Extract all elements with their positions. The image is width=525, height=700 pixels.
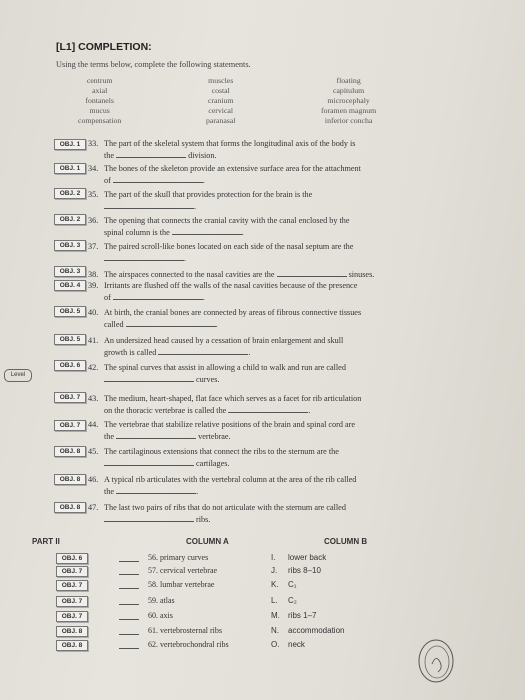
- answer-blank[interactable]: [116, 485, 199, 496]
- question-text-end: .: [194, 202, 197, 211]
- question-text: The medium, heart-shaped, flat face which serves as a facet for rib articulation: [104, 394, 362, 403]
- word-bank-term: floating: [336, 76, 361, 85]
- question-37: [88, 242, 446, 264]
- answer-blank[interactable]: [113, 174, 203, 183]
- question-text-cont: of: [104, 293, 111, 302]
- question-44: [88, 420, 446, 442]
- question-text-end: .: [202, 176, 205, 185]
- item-number: 56.: [148, 553, 158, 562]
- answer-blank[interactable]: [277, 268, 347, 277]
- question-number: 47.: [88, 503, 99, 512]
- question-text-end: .: [241, 228, 244, 237]
- question-text: The paired scroll-like bones located on each side of the nasal septum are the: [104, 242, 354, 251]
- answer-blank[interactable]: [104, 457, 194, 466]
- question-number: 34.: [88, 164, 99, 173]
- question-text-end: .: [215, 320, 218, 329]
- column-b-term: ribs 8–10: [288, 566, 321, 575]
- item-number: 60.: [148, 611, 158, 620]
- answer-blank[interactable]: [116, 149, 186, 158]
- question-46: [88, 475, 446, 497]
- question-number: 42.: [88, 363, 99, 372]
- question-text-end: cartilages.: [196, 459, 230, 468]
- answer-blank[interactable]: [119, 588, 139, 589]
- objective-tag: OBJ. 5: [54, 306, 86, 317]
- column-b-term: lower back: [288, 553, 327, 562]
- item-number: 61.: [148, 626, 158, 635]
- question-number: 37.: [88, 242, 99, 251]
- word-bank-term: mucus: [89, 106, 110, 115]
- word-bank-term: foramen magnum: [321, 106, 377, 115]
- question-text-cont: of: [104, 176, 111, 185]
- column-b-heading: COLUMN B: [324, 537, 368, 546]
- word-bank-term: compensation: [78, 116, 122, 125]
- question-43: [88, 394, 446, 416]
- word-bank-term: cervical: [208, 106, 234, 115]
- word-bank-column-1: [78, 76, 121, 126]
- column-a-heading: COLUMN A: [186, 537, 229, 546]
- question-text: The part of the skull that provides protection for the brain is the: [104, 190, 313, 199]
- question-number: 46.: [88, 475, 99, 484]
- instructions: Using the terms below, complete the following statements.: [56, 60, 251, 69]
- question-text: A typical rib articulates with the vertebral column at the area of the rib called: [104, 475, 357, 484]
- question-text: The spinal curves that assist in allowing a child to walk and run are called: [104, 363, 346, 372]
- question-text-cont: the: [104, 432, 115, 441]
- question-40: [88, 308, 446, 330]
- answer-blank[interactable]: [158, 346, 251, 357]
- question-36: [88, 216, 446, 238]
- column-b-letter: K.: [271, 580, 279, 589]
- objective-tag: OBJ. 7: [54, 420, 86, 431]
- question-text-end: vertebrae.: [198, 432, 231, 441]
- question-text: The opening that connects the cranial cavity with the canal enclosed by the: [104, 216, 350, 225]
- objective-tag: OBJ. 8: [56, 640, 88, 651]
- objective-tag: OBJ. 7: [56, 566, 88, 577]
- answer-blank[interactable]: [119, 561, 139, 562]
- question-text-cont: on the thoracic vertebrae is called the: [104, 406, 227, 415]
- answer-blank[interactable]: [172, 226, 242, 235]
- column-a-term: lumbar vertebrae: [160, 580, 215, 589]
- question-text-cont: spinal column is the: [104, 228, 170, 237]
- objective-tag: OBJ. 6: [56, 553, 88, 564]
- answer-blank[interactable]: [228, 404, 311, 415]
- question-number: 36.: [88, 216, 99, 225]
- objective-tag: OBJ. 8: [54, 446, 86, 457]
- question-text-end: .: [196, 487, 199, 496]
- question-34: [88, 164, 446, 186]
- word-bank-term: costal: [211, 86, 230, 95]
- column-b-letter: L.: [271, 596, 278, 605]
- question-text: An undersized head caused by a cessation of brain enlargement and skull: [104, 336, 344, 345]
- item-number: 59.: [148, 596, 158, 605]
- column-b-term: accommodation: [288, 626, 345, 635]
- word-bank-term: muscles: [208, 76, 234, 85]
- section-heading: [L1] COMPLETION:: [56, 41, 152, 53]
- column-a-term: cervical vertebrae: [160, 566, 218, 575]
- question-text-cont: the: [104, 151, 115, 160]
- item-number: 62.: [148, 640, 158, 649]
- column-b-letter: I.: [271, 553, 276, 562]
- question-number: 35.: [88, 190, 99, 199]
- objective-tag: OBJ. 6: [54, 360, 86, 371]
- objective-tag: OBJ. 5: [54, 334, 86, 345]
- handwritten-circle-mark: [414, 634, 458, 686]
- column-a-term: atlas: [160, 596, 175, 605]
- column-b-letter: N.: [271, 626, 279, 635]
- column-b-term: C₁: [288, 580, 297, 589]
- column-b-term: C₂: [288, 596, 297, 605]
- margin-level-note: Level: [4, 369, 32, 382]
- answer-blank[interactable]: [126, 318, 216, 327]
- objective-tag: OBJ. 3: [54, 240, 86, 251]
- answer-blank[interactable]: [104, 373, 194, 382]
- question-text-end: sinuses.: [348, 270, 375, 279]
- word-bank-term: paranasal: [206, 116, 236, 125]
- objective-tag: OBJ. 3: [54, 266, 86, 277]
- question-41: [88, 336, 446, 358]
- objective-tag: OBJ. 8: [54, 474, 86, 485]
- answer-blank[interactable]: [113, 291, 203, 300]
- objective-tag: OBJ. 7: [56, 611, 88, 622]
- question-33: [88, 139, 446, 161]
- word-bank-term: capitulum: [333, 86, 365, 95]
- answer-blank[interactable]: [104, 200, 197, 211]
- question-39: [88, 281, 446, 303]
- question-text-cont: called: [104, 320, 124, 329]
- question-text: Irritants are flushed off the walls of the nasal cavities because of the presence: [104, 281, 358, 290]
- question-47: [88, 503, 446, 525]
- question-number: 39.: [88, 281, 99, 290]
- question-45: [88, 447, 446, 469]
- question-text-end: curves.: [196, 375, 220, 384]
- question-number: 45.: [88, 447, 99, 456]
- question-text: The vertebrae that stabilize relative positions of the brain and spinal cord are: [104, 420, 355, 429]
- column-a-term: primary curves: [160, 553, 209, 562]
- column-b-term: ribs 1–7: [288, 611, 317, 620]
- word-bank-term: fontanels: [85, 96, 114, 105]
- item-number: 58.: [148, 580, 158, 589]
- question-number: 33.: [88, 139, 99, 148]
- question-text: The last two pairs of ribs that do not articulate with the sternum are called: [104, 503, 346, 512]
- question-text: The cartilaginous extensions that connect the ribs to the sternum are the: [104, 447, 339, 456]
- word-bank-term: microcephaly: [327, 96, 370, 105]
- answer-blank[interactable]: [119, 634, 139, 635]
- objective-tag: OBJ. 4: [54, 280, 86, 291]
- objective-tag: OBJ. 7: [56, 596, 88, 607]
- word-bank-term: inferior concha: [324, 116, 373, 125]
- answer-blank[interactable]: [119, 604, 139, 605]
- word-bank-term: centrum: [86, 76, 113, 85]
- column-b-letter: J.: [271, 566, 278, 575]
- answer-blank[interactable]: [119, 648, 139, 649]
- question-35: [88, 190, 446, 212]
- question-text-cont: the: [104, 487, 115, 496]
- column-a-term: vertebrosternal ribs: [160, 626, 222, 635]
- objective-tag: OBJ. 2: [54, 188, 86, 199]
- question-number: 44.: [88, 420, 99, 429]
- question-number: 41.: [88, 336, 99, 345]
- question-text-end: .: [184, 254, 187, 263]
- objective-tag: OBJ. 2: [54, 214, 86, 225]
- answer-blank[interactable]: [104, 252, 187, 263]
- word-bank-term: axial: [92, 86, 108, 95]
- objective-tag: OBJ. 1: [54, 139, 86, 150]
- question-text: The bones of the skeleton provide an extensive surface area for the attachment: [104, 164, 361, 173]
- column-a-term: vertebrochondral ribs: [160, 640, 229, 649]
- objective-tag: OBJ. 7: [56, 580, 88, 591]
- answer-blank[interactable]: [104, 513, 194, 522]
- item-number: 57.: [148, 566, 158, 575]
- question-42: [88, 363, 446, 385]
- question-text-end: division.: [188, 151, 217, 160]
- question-text: At birth, the cranial bones are connected by areas of fibrous connective tissues: [104, 308, 362, 317]
- question-number: 40.: [88, 308, 99, 317]
- answer-blank[interactable]: [119, 574, 139, 575]
- answer-blank[interactable]: [119, 619, 139, 620]
- column-b-letter: O.: [271, 640, 280, 649]
- column-b-letter: M.: [271, 611, 280, 620]
- question-number: 43.: [88, 394, 99, 403]
- column-b-term: neck: [288, 640, 305, 649]
- word-bank-column-2: [206, 76, 235, 126]
- question-38: [88, 268, 446, 280]
- word-bank-term: cranium: [207, 96, 234, 105]
- objective-tag: OBJ. 8: [56, 626, 88, 637]
- column-a-term: axis: [160, 611, 173, 620]
- question-text-end: .: [248, 348, 251, 357]
- question-text-end: .: [308, 406, 311, 415]
- word-bank-column-3: [321, 76, 376, 126]
- question-text: The part of the skeletal system that forms the longitudinal axis of the body is: [104, 139, 356, 148]
- objective-tag: OBJ. 1: [54, 163, 86, 174]
- question-number: 38.: [88, 270, 99, 279]
- part-ii-heading: PART II: [32, 537, 60, 546]
- question-text-end: .: [202, 293, 205, 302]
- objective-tag: OBJ. 8: [54, 502, 86, 513]
- question-text: The airspaces connected to the nasal cavities are the: [104, 270, 275, 279]
- question-text-cont: growth is called: [104, 348, 157, 357]
- objective-tag: OBJ. 7: [54, 392, 86, 403]
- answer-blank[interactable]: [116, 430, 196, 439]
- question-text-end: ribs.: [196, 515, 211, 524]
